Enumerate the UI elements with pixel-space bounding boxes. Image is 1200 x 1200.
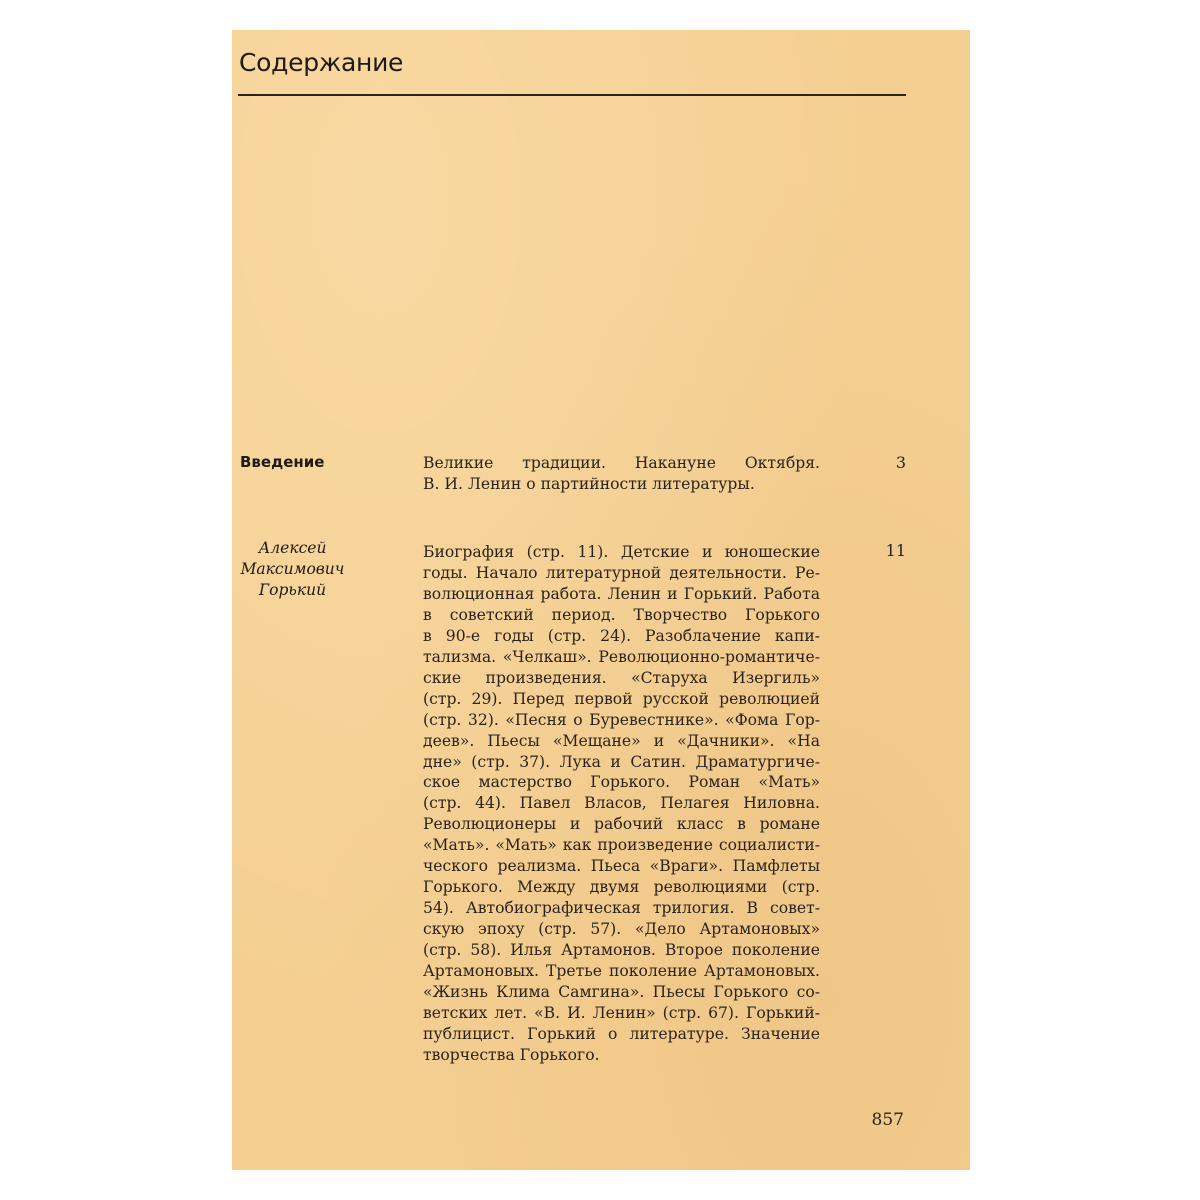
toc-entry-description-introduction [423, 453, 820, 495]
description-line: (стр. 44). Павел Власов, Пелагея Ниловна. [423, 794, 820, 813]
book-page [232, 30, 970, 1170]
description-line: ские произведения. «Старуха Изергиль» [423, 668, 820, 687]
page-number: 857 [871, 1110, 904, 1130]
toc-entry-page-gorky: 11 [885, 541, 906, 560]
page-title: Содержание [239, 48, 404, 77]
description-line: ветских лет. «В. И. Ленин» (стр. 67). Горький- [423, 1003, 820, 1022]
description-line: «Жизнь Клима Самгина». Пьесы Горького со- [423, 983, 820, 1002]
description-line: волюционная работа. Ленин и Горький. Работа [423, 584, 820, 603]
description-line: тализма. «Челкаш». Революционно-романтиче- [423, 647, 820, 666]
title-line: Алексей [258, 539, 327, 557]
toc-entry-title-introduction: Введение [240, 453, 325, 471]
description-line: (стр. 58). Илья Артамонов. Второе поколение [423, 941, 820, 960]
description-line: дне» (стр. 37). Лука и Сатин. Драматургиче- [423, 752, 820, 771]
description-line: публицист. Горький о литературе. Значение [423, 1024, 820, 1043]
description-line: Революционеры и рабочий класс в романе [423, 815, 820, 834]
toc-entry-page-introduction: 3 [895, 453, 906, 472]
description-line: «Мать». «Мать» как произведение социалисти- [423, 836, 820, 855]
description-line: годы. Начало литературной деятельности. Ре- [423, 563, 820, 582]
toc-entry-title-gorky [240, 538, 345, 601]
description-line: ческого реализма. Пьеса «Враги». Памфлеты [423, 857, 820, 876]
description-line: 54). Автобиографическая трилогия. В совет- [423, 899, 820, 918]
title-line: Горький [258, 581, 327, 599]
description-line: скую эпоху (стр. 57). «Дело Артамоновых» [423, 920, 820, 939]
description-line: Артамоновых. Третье поколение Артамоновых. [423, 962, 820, 981]
title-rule [238, 94, 906, 96]
description-line: творчества Горького. [423, 1045, 600, 1064]
description-line: (стр. 32). «Песня о Буревестнике». «Фома Гор- [423, 710, 820, 729]
description-line: в 90-е годы (стр. 24). Разоблачение капи- [423, 626, 820, 645]
description-line: в советский период. Творчество Горького [423, 605, 820, 624]
toc-entry-description-gorky [423, 542, 820, 1066]
title-line: Максимович [240, 560, 345, 578]
description-line: В. И. Ленин о партийности литературы. [423, 474, 755, 493]
description-line: деев». Пьесы «Мещане» и «Дачники». «На [423, 731, 820, 750]
description-line: ское мастерство Горького. Роман «Мать» [423, 773, 820, 792]
description-line: Великие традиции. Накануне Октября. [423, 454, 820, 472]
description-line: Горького. Между двумя революциями (стр. [423, 878, 820, 897]
description-line: (стр. 29). Перед первой русской революцией [423, 689, 820, 708]
description-line: Биография (стр. 11). Детские и юношеские [423, 543, 820, 561]
